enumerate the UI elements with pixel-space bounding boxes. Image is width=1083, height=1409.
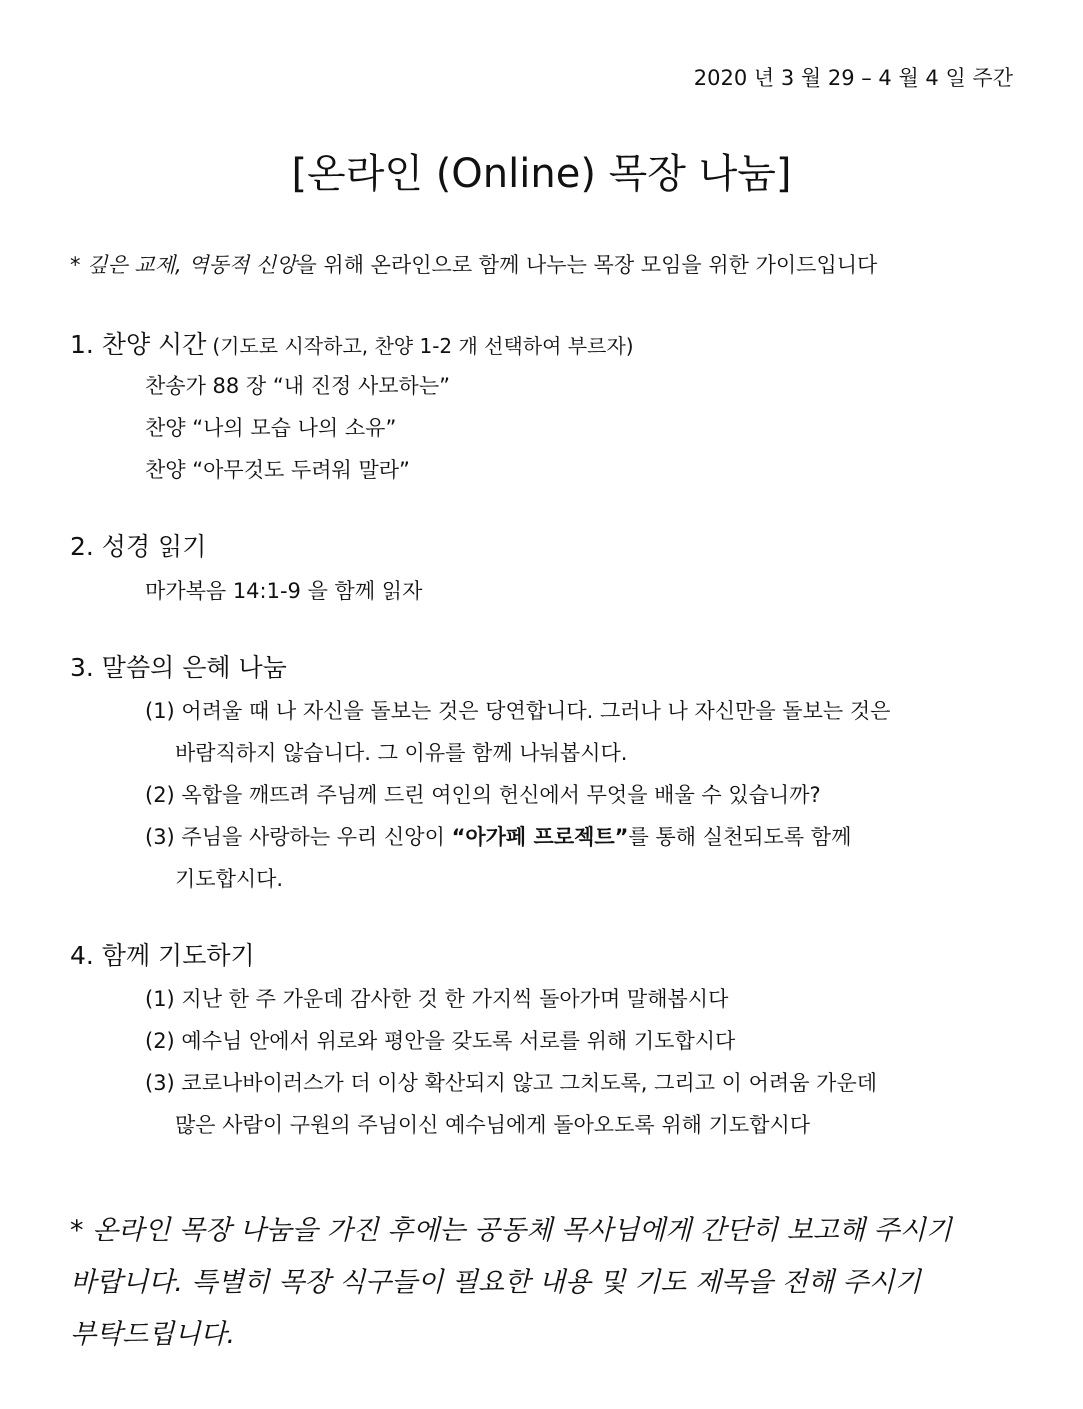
- prayer-item: (3) 코로나바이러스가 더 이상 확산되지 않고 그치도록, 그리고 이 어려움 가운데: [145, 1071, 878, 1095]
- hymn-line: 찬송가 88 장 “내 진정 사모하는”: [145, 374, 451, 398]
- closing-note: [70, 1205, 952, 1361]
- section-heading-bible: [70, 527, 206, 563]
- intro-text: [70, 249, 877, 279]
- section-heading-text: 4. 함께 기도하기: [70, 941, 255, 970]
- prayer-item-cont: 많은 사람이 구원의 주님이신 예수님에게 돌아오도록 위해 기도합시다: [175, 1113, 811, 1137]
- page-title: [온라인 (Online) 목장 나눔]: [291, 151, 792, 197]
- intro-rest: 을 위해 온라인으로 함께 나누는 목장 모임을 위한 가이드입니다: [296, 253, 878, 277]
- date-range: 2020 년 3 월 29 – 4 월 4 일 주간: [693, 66, 1013, 90]
- section-heading-text: 3. 말씀의 은혜 나눔: [70, 653, 287, 682]
- prayer-item: (2) 예수님 안에서 위로와 평안을 갖도록 서로를 위해 기도합시다: [145, 1029, 736, 1053]
- prayer-item: (1) 지난 한 주 가운데 감사한 것 한 가지씩 돌아가며 말해봅시다: [145, 987, 729, 1011]
- section-heading-prayer: [70, 936, 255, 972]
- discussion-item: (1) 어려울 때 나 자신을 돌보는 것은 당연합니다. 그러나 나 자신만을 돌보는 것은: [145, 699, 891, 723]
- discussion-text: 를 통해 실천되도록 함께: [628, 825, 852, 849]
- hymn-line: 찬양 “나의 모습 나의 소유”: [145, 416, 397, 440]
- scripture-line: 마가복음 14:1-9 을 함께 읽자: [145, 579, 423, 603]
- discussion-item: (2) 옥합을 깨뜨려 주님께 드린 여인의 헌신에서 무엇을 배울 수 있습니까?: [145, 783, 821, 807]
- section-heading-text: 2. 성경 읽기: [70, 532, 207, 561]
- section-heading-note: (기도로 시작하고, 찬양 1-2 개 선택하여 부르자): [212, 334, 634, 358]
- closing-line: 바랍니다. 특별히 목장 식구들이 필요한 내용 및 기도 제목을 전해 주시기: [70, 1267, 921, 1298]
- discussion-text: (3) 주님을 사랑하는 우리 신앙이: [145, 825, 452, 849]
- intro-emphasis: 깊은 교제, 역동적 신앙: [87, 253, 297, 277]
- agape-project: “아가페 프로젝트”: [451, 825, 629, 849]
- discussion-item-cont: 기도합시다.: [175, 867, 284, 891]
- hymn-line: 찬양 “아무것도 두려워 말라”: [145, 458, 410, 482]
- section-heading-praise: [70, 325, 634, 361]
- discussion-item: [145, 821, 851, 851]
- closing-line: * 온라인 목장 나눔을 가진 후에는 공동체 목사님에게 간단히 보고해 주시기: [70, 1215, 952, 1246]
- closing-line: 부탁드립니다.: [70, 1319, 236, 1350]
- intro-prefix: *: [70, 253, 88, 277]
- discussion-item-cont: 바람직하지 않습니다. 그 이유를 함께 나눠봅시다.: [175, 741, 628, 765]
- section-heading-sharing: [70, 648, 287, 684]
- section-heading-text: 1. 찬양 시간: [70, 330, 207, 359]
